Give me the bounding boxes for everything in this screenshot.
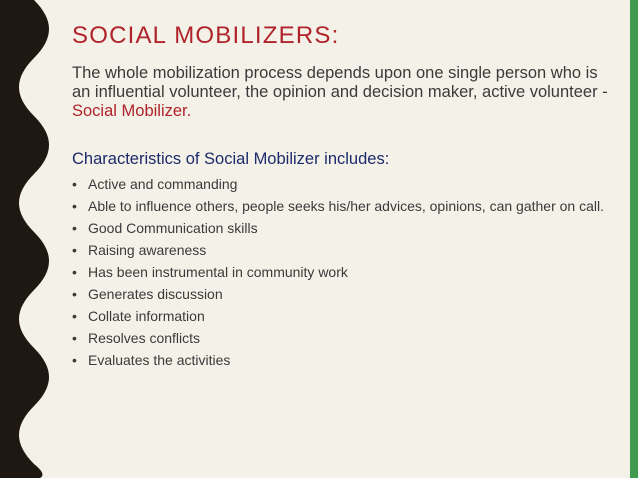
intro-paragraph bbox=[72, 64, 612, 121]
bullet-icon: • bbox=[72, 308, 77, 324]
right-accent-stripe bbox=[630, 0, 638, 478]
bullet-icon: • bbox=[72, 242, 77, 258]
characteristics-heading: Characteristics of Social Mobilizer includes: bbox=[72, 150, 390, 168]
list-item-text: Collate information bbox=[88, 308, 205, 324]
wavy-left-border bbox=[0, 0, 60, 478]
list-item bbox=[72, 352, 612, 368]
list-item-text: Has been instrumental in community work bbox=[88, 264, 348, 280]
list-item-text: Able to influence others, people seeks his/her advices, opinions, can gather on call. bbox=[88, 198, 604, 214]
list-item-text: Generates discussion bbox=[88, 286, 223, 302]
bullet-icon: • bbox=[72, 220, 77, 236]
wavy-border-shape bbox=[0, 0, 49, 478]
list-item bbox=[72, 242, 612, 258]
list-item-text: Good Communication skills bbox=[88, 220, 258, 236]
intro-text: The whole mobilization process depends upon one single person who is an influential volunteer, the opinion and decision maker, active volunteer - bbox=[72, 64, 608, 101]
bullet-icon: • bbox=[72, 286, 77, 302]
list-item bbox=[72, 220, 612, 236]
list-item bbox=[72, 264, 612, 280]
list-item bbox=[72, 198, 612, 214]
list-item-text: Evaluates the activities bbox=[88, 352, 231, 368]
bullet-icon: • bbox=[72, 176, 77, 192]
bullet-icon: • bbox=[72, 352, 77, 368]
slide-title: SOCIAL MOBILIZERS: bbox=[72, 22, 340, 49]
list-item bbox=[72, 286, 612, 302]
bullet-icon: • bbox=[72, 264, 77, 280]
list-item bbox=[72, 330, 612, 346]
list-item-text: Resolves conflicts bbox=[88, 330, 201, 346]
list-item bbox=[72, 308, 612, 324]
characteristics-list bbox=[72, 176, 612, 374]
intro-highlight: Social Mobilizer. bbox=[72, 102, 192, 120]
list-item-text: Raising awareness bbox=[88, 242, 207, 258]
bullet-icon: • bbox=[72, 330, 77, 346]
bullet-icon: • bbox=[72, 198, 77, 214]
list-item bbox=[72, 176, 612, 192]
list-item-text: Active and commanding bbox=[88, 176, 238, 192]
